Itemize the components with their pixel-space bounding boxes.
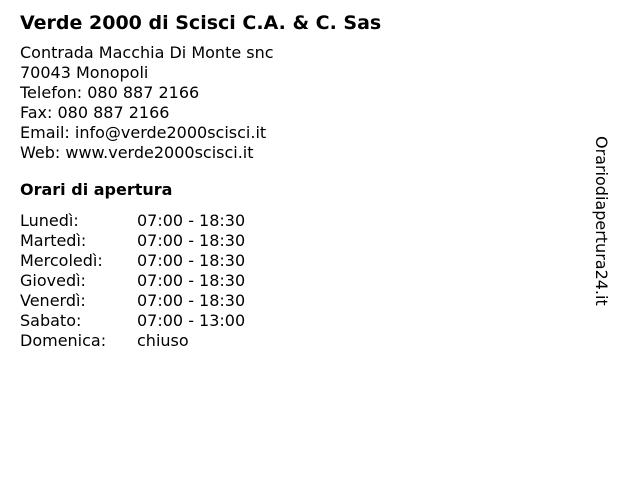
web-line: Web: www.verde2000scisci.it (20, 143, 254, 162)
hours-time: 07:00 - 13:00 (137, 311, 246, 330)
hours-row-wednesday (20, 251, 580, 271)
business-card (20, 10, 580, 351)
hours-row-friday (20, 291, 580, 311)
hours-day: Lunedì: (20, 211, 79, 230)
hours-day: Martedì: (20, 231, 87, 250)
email-line: Email: info@verde2000scisci.it (20, 123, 267, 142)
hours-time: 07:00 - 18:30 (137, 211, 246, 230)
hours-day: Giovedì: (20, 271, 86, 290)
hours-day: Domenica: (20, 331, 107, 350)
hours-row-monday (20, 211, 580, 231)
hours-row-tuesday (20, 231, 580, 251)
opening-hours-table (20, 211, 580, 351)
hours-row-thursday (20, 271, 580, 291)
hours-row-sunday (20, 331, 580, 351)
hours-time: 07:00 - 18:30 (137, 231, 246, 250)
address-line-2: 70043 Monopoli (20, 63, 149, 82)
hours-row-saturday (20, 311, 580, 331)
hours-time: 07:00 - 18:30 (137, 271, 246, 290)
business-name: Verde 2000 di Scisci C.A. & C. Sas (20, 12, 382, 34)
hours-time: 07:00 - 18:30 (137, 291, 246, 310)
hours-time: chiuso (137, 331, 189, 350)
phone-line: Telefon: 080 887 2166 (20, 83, 200, 102)
address-line-1: Contrada Macchia Di Monte snc (20, 43, 274, 62)
hours-time: 07:00 - 18:30 (137, 251, 246, 270)
hours-day: Sabato: (20, 311, 82, 330)
fax-line: Fax: 080 887 2166 (20, 103, 170, 122)
opening-hours-title: Orari di apertura (20, 180, 173, 199)
brand-watermark: Orariodiapertura24.it (592, 136, 611, 306)
hours-day: Mercoledì: (20, 251, 103, 270)
hours-day: Venerdì: (20, 291, 86, 310)
